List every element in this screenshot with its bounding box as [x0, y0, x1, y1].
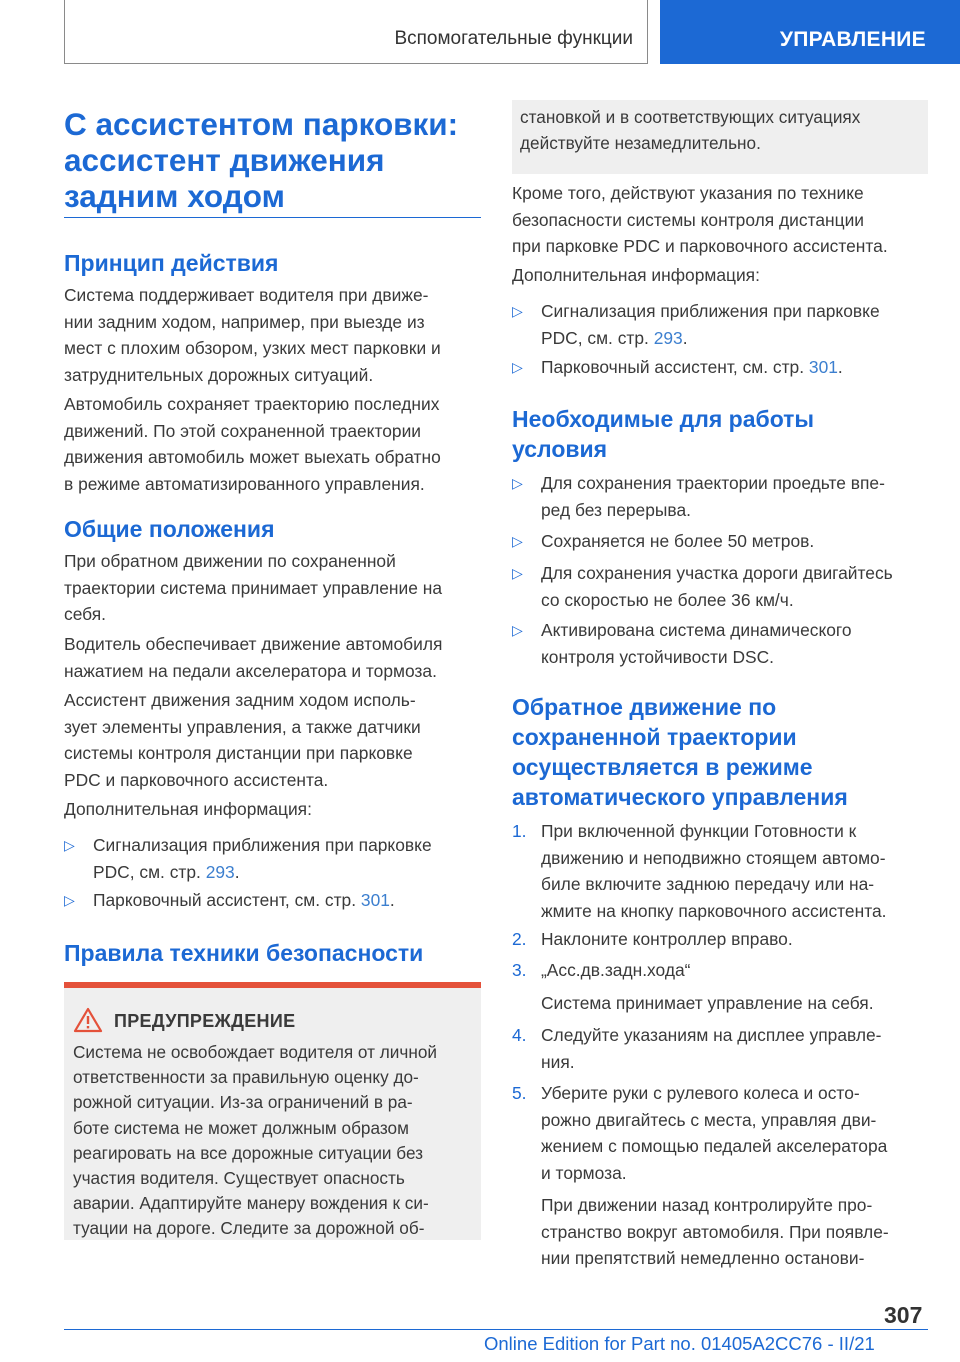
general-paragraph-1: При обратном движении по сохраненной траектории система принимает управление на себя.	[64, 551, 443, 624]
header-chapter-title: УПРАВЛЕНИЕ	[779, 28, 926, 51]
general-paragraph-3: Ассистент движения задним ходом исполь- зует элементы управления, а также датчики системы контроля дистанции при парковке PDC и парковочного ассистента.	[64, 690, 421, 790]
heading-reverse: Обратное движение по сохраненной траектории осуществляется в режиме автоматического управления	[512, 694, 848, 810]
list-item: ▷ Сигнализация приближения при парковке PDC, см. стр. 293.	[512, 298, 928, 352]
list-item: ▷ Парковочный ассистент, см. стр. 301.	[512, 354, 928, 382]
header-section-title: Вспомогательные функции	[394, 28, 633, 49]
triangle-bullet-icon: ▷	[512, 475, 523, 491]
heading-general: Общие положения	[64, 516, 275, 542]
step-number: 5.	[512, 1083, 527, 1103]
heading-safety: Правила техники безопасности	[64, 940, 424, 966]
list-item: ▷ Для сохранения траектории проедьте впе- ред без перерыва.	[512, 470, 928, 524]
page-title-line: С ассистентом парковки:	[64, 106, 459, 142]
header-section-box	[64, 0, 648, 64]
heading-principle: Принцип действия	[64, 250, 279, 276]
page-title-line: задним ходом	[64, 178, 285, 214]
title-divider	[64, 217, 481, 218]
also-paragraph: Кроме того, действуют указания по технике безопасности системы контроля дистанции при парковке PDC и парковочного ассистента.	[512, 183, 888, 256]
triangle-bullet-icon: ▷	[512, 533, 523, 549]
warning-title: ПРЕДУПРЕЖДЕНИЕ	[114, 1011, 296, 1031]
general-paragraph-2: Водитель обеспечивает движение автомобиля нажатием на педали акселератора и тормоза.	[64, 634, 443, 681]
page-link-293[interactable]: 293	[205, 861, 235, 882]
warning-text: Система не освобождает водителя от личной ответственности за правильную оценку до- рожной ситуации. Из-за ограничений в ра- боте система не может должным образом реагировать на все дорожные ситуации без участия водителя. Существует опасность аварии. Адаптируйте манеру вождения к си- туации на дороге. Следите за дорожной об-	[73, 1042, 437, 1239]
step-item: 3. „Асс.дв.задн.хода“ Система принимает управление на себя.	[512, 957, 928, 1017]
step-note: Система принимает управление на себя.	[541, 992, 874, 1013]
step-note: При движении назад контролируйте про- странство вокруг автомобиля. При появле- нии препятствий немедленно останови-	[541, 1195, 889, 1268]
list-item: ▷ Сигнализация приближения при парковке PDC, см. стр. 293.	[64, 832, 481, 886]
triangle-bullet-icon: ▷	[64, 837, 75, 853]
triangle-bullet-icon: ▷	[512, 303, 523, 319]
step-number: 3.	[512, 960, 527, 980]
page-link-293[interactable]: 293	[653, 327, 683, 348]
page-number: 307	[884, 1302, 923, 1328]
list-item: ▷ Парковочный ассистент, см. стр. 301.	[64, 887, 481, 915]
step-item: 1. При включенной функции Готовности к движению и неподвижно стоящем автомо- биле включите заднюю передачу или на- жмите на кнопку парковочного ассистента.	[512, 818, 928, 926]
step-item: 4. Следуйте указаниям на дисплее управле- ния.	[512, 1022, 928, 1076]
principle-paragraph-2: Автомобиль сохраняет траекторию последних движений. По этой сохраненной траектории движения автомобиль может выехать обратно в режиме автоматизированного управления.	[64, 394, 441, 494]
more-info-label: Дополнительная информация:	[512, 265, 760, 285]
step-number: 2.	[512, 929, 527, 949]
triangle-bullet-icon: ▷	[64, 892, 75, 908]
step-item: 2. Наклоните контроллер вправо.	[512, 926, 928, 954]
step-item: 5. Уберите руки с рулевого колеса и осто- рожно двигайтесь с места, управляя дви- жением с помощью педалей акселератора и тормоза. При движении назад контролируйте про- странство вокруг автомобиля. При появле- нии препятствий немедленно останови-	[512, 1080, 928, 1270]
list-item: ▷ Для сохранения участка дороги двигайтесь со скоростью не более 36 км/ч.	[512, 560, 928, 614]
page-title	[64, 106, 481, 214]
page-link-301[interactable]: 301	[360, 890, 390, 910]
principle-paragraph: Система поддерживает водителя при движе- нии задним ходом, например, при выезде из мест с плохим обзором, узких мест парковки и затруднительных дорожных ситуаций.	[64, 285, 441, 385]
footer-divider	[64, 1329, 928, 1330]
footer-edition: Online Edition for Part no. 01405A2CC76 - II/21	[484, 1333, 875, 1354]
triangle-bullet-icon: ▷	[512, 565, 523, 581]
list-item: ▷ Активирована система динамического контроля устойчивости DSC.	[512, 617, 928, 671]
heading-conditions: Необходимые для работы условия	[512, 406, 815, 462]
step-number: 4.	[512, 1025, 527, 1045]
warning-text-continued: становкой и в соответствующих ситуациях действуйте незамедлительно.	[520, 107, 861, 153]
warning-triangle-icon	[73, 1007, 103, 1038]
triangle-bullet-icon: ▷	[512, 359, 523, 375]
page-title-line: ассистент движения	[64, 142, 385, 178]
list-item: ▷ Сохраняется не более 50 метров.	[512, 528, 928, 556]
header-chapter-tab[interactable]	[660, 0, 960, 64]
page-link-301[interactable]: 301	[808, 357, 838, 377]
triangle-bullet-icon: ▷	[512, 622, 523, 638]
step-number: 1.	[512, 821, 527, 841]
more-info-label: Дополнительная информация:	[64, 799, 312, 819]
